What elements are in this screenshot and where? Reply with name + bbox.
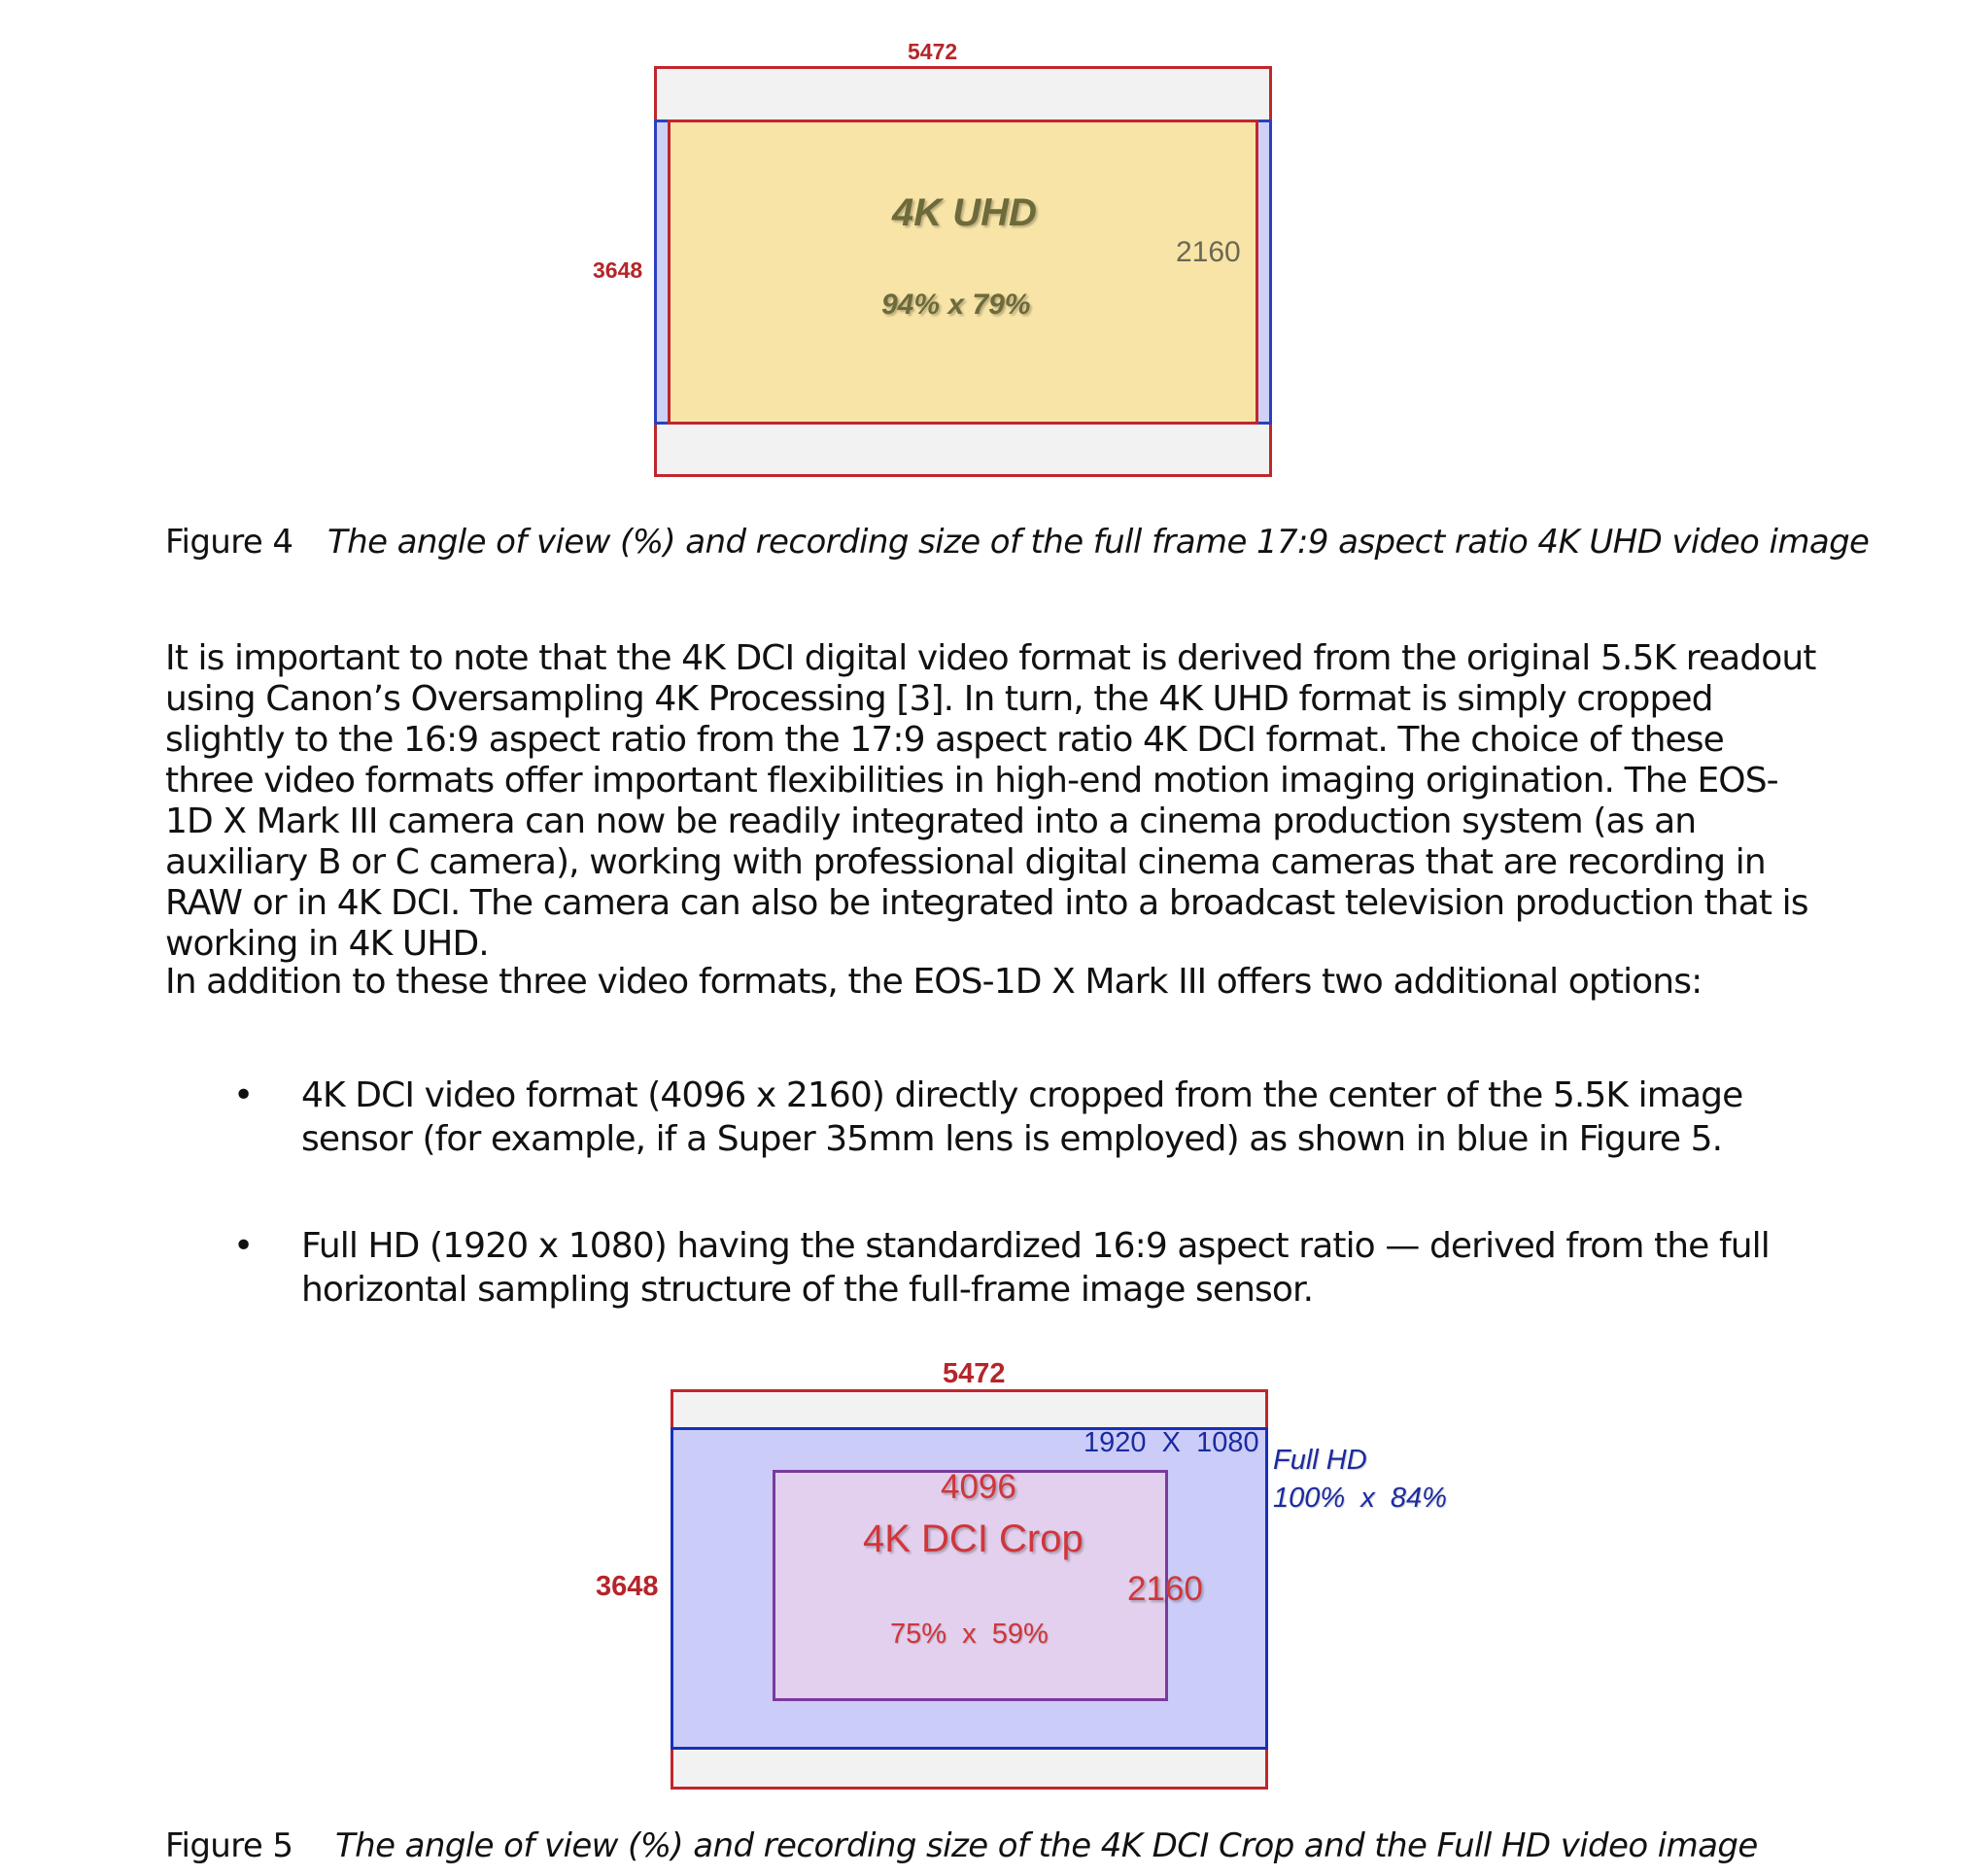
fig4-width-label: 5472 [908,39,958,64]
bullet-text: 4K DCI video format (4096 x 2160) directly cropped from the center of the 5.5K image sensor (for example, if a Super 35mm lens is employed) as shown in blue in Figure 5. [301,1075,1743,1159]
fig4-inner-height-label: 2160 [1176,236,1241,268]
fig4-uhd-frame [668,119,1258,425]
figure-4 [0,0,1961,583]
fig4-height-label: 3648 [593,257,643,283]
fig4-title: 4K UHD [892,191,1037,234]
figure-5-caption [165,1826,1758,1865]
fig5-fullhd-size: 1920 X 1080 [1084,1427,1259,1458]
fig5-caption-text: The angle of view (%) and recording size of the 4K DCI Crop and the Full HD video image [335,1826,1758,1865]
fig4-percent: 94% x 79% [881,289,1031,321]
fig4-caption-number: Figure 4 [165,523,293,562]
fig5-dci-percent: 75% x 59% [890,1619,1049,1650]
fig5-fullhd-name: Full HD [1273,1445,1367,1476]
fig4-caption-text: The angle of view (%) and recording size of the full frame 17:9 aspect ratio 4K UHD video image [327,523,1870,562]
paragraph-2: In addition to these three video formats, the EOS-1D X Mark III offers two additional options: [165,962,1703,1002]
fig5-dci-title: 4K DCI Crop [863,1518,1084,1560]
fig5-height-label: 3648 [596,1571,659,1602]
fig5-dci-height: 2160 [1127,1570,1203,1608]
fig5-caption-number: Figure 5 [165,1826,293,1865]
paragraph-1: It is important to note that the 4K DCI digital video format is derived from the original 5.5K readout using Canon’s Oversampling 4K Processing [3]. In turn, the 4K UHD format is simply cropped slightly to the 16:9 aspect ratio from the 17:9 aspect ratio 4K DCI format. The choice of these three video formats offer important flexibilities in high-end motion imaging origination. The EOS-1D X Mark III camera can now be readily integrated into a cinema production system (as an auxiliary B or C camera), working with professional digital cinema cameras that are recording in RAW or in 4K DCI. The camera can also be integrated into a broadcast television production that is working in 4K UHD. [165,638,1816,964]
bullet-dot: • [233,1226,254,1266]
figure-4-caption [165,523,1870,562]
fig5-width-label: 5472 [943,1358,1006,1389]
figure-5 [0,1341,1961,1788]
fig5-dci-width: 4096 [941,1468,1016,1506]
fig5-fullhd-percent: 100% x 84% [1273,1483,1447,1514]
bullet-text: Full HD (1920 x 1080) having the standardized 16:9 aspect ratio — derived from the full horizontal sampling structure of the full-frame image sensor. [301,1226,1770,1310]
bullet-dot: • [233,1075,254,1115]
